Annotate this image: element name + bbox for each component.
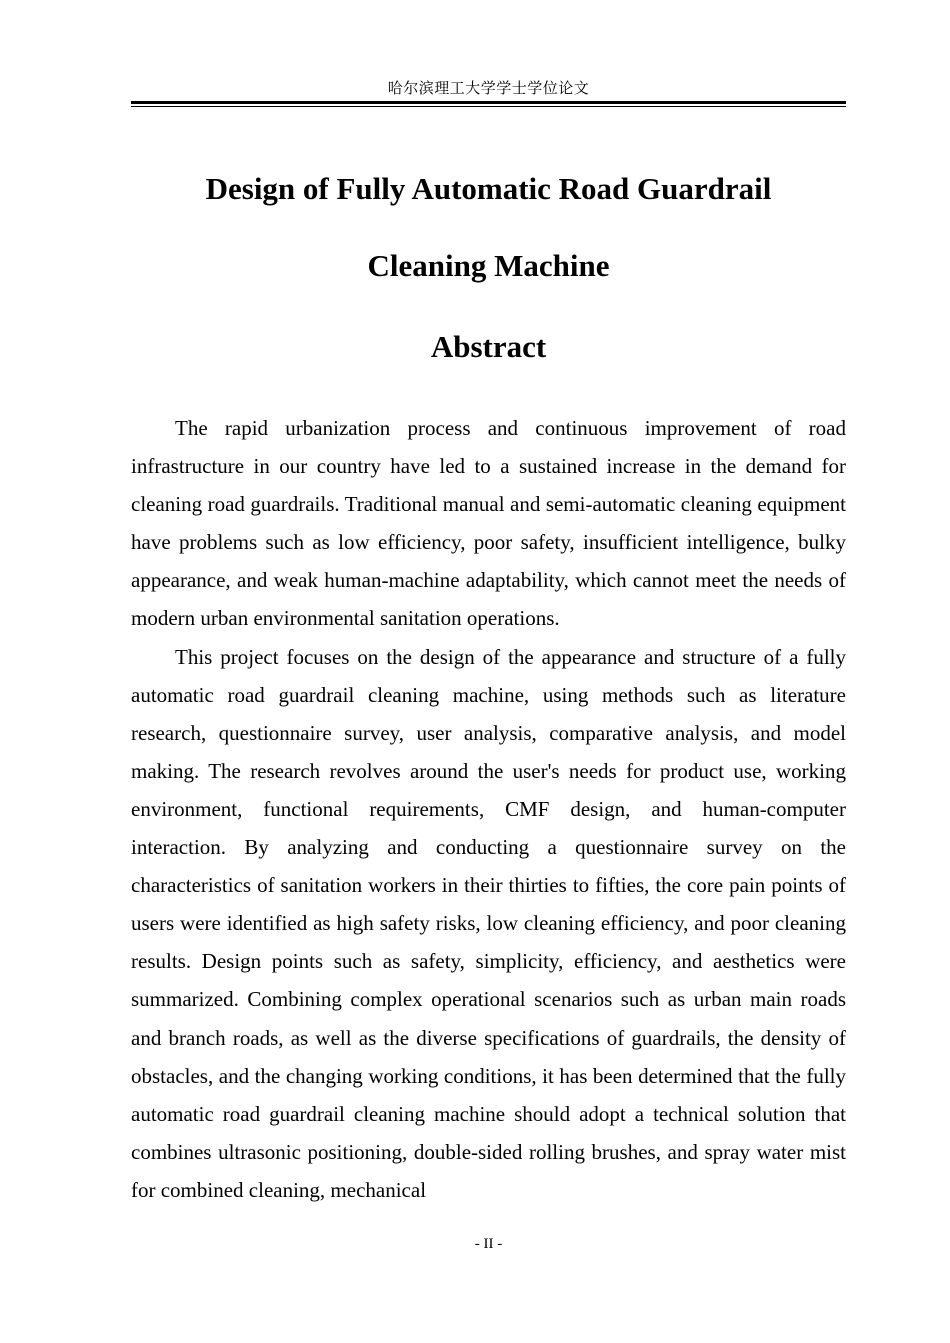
thesis-title bbox=[131, 150, 846, 304]
title-line-2: Cleaning Machine bbox=[367, 248, 610, 283]
header-rule-thin bbox=[131, 106, 846, 107]
title-line-1: Design of Fully Automatic Road Guardrail bbox=[205, 171, 772, 206]
abstract-heading: Abstract bbox=[430, 329, 547, 364]
running-header: 哈尔滨理工大学学士学位论文 bbox=[387, 79, 590, 97]
abstract-paragraph-2: This project focuses on the design of the appearance and structure of a fully automatic road guardrail cleaning machine, using methods such as literature research, questionnaire survey, user analysis, comparative analysis, and model making. The research revolves around the user's needs for product use, working environment, functional requirements, CMF design, and human-computer interaction. By analyzing and conducting a questionnaire survey on the characteristics of sanitation workers in their thirties to fifties, the core pain points of users were identified as high safety risks, low cleaning efficiency, and poor cleaning results. Design points such as safety, simplicity, efficiency, and aesthetics were summarized. Combining complex operational scenarios such as urban main roads and branch roads, as well as the diverse specifications of guardrails, the density of obstacles, and the changing working conditions, it has been determined that the fully automatic road guardrail cleaning machine should adopt a technical solution that combines ultrasonic positioning, double-sided rolling brushes, and spray water mist for combined cleaning, mechanical bbox=[131, 644, 846, 1202]
header-rule-thick bbox=[131, 101, 846, 104]
page-number: - II - bbox=[474, 1236, 503, 1252]
abstract-paragraph-1: The rapid urbanization process and continuous improvement of road infrastructure in our country have led to a sustained increase in the demand for cleaning road guardrails. Traditional manual and semi-automatic cleaning equipment have problems such as low efficiency, poor safety, insufficient intelligence, bulky appearance, and weak human-machine adaptability, which cannot meet the needs of modern urban environmental sanitation operations. bbox=[131, 416, 846, 631]
abstract-body bbox=[131, 409, 846, 1209]
